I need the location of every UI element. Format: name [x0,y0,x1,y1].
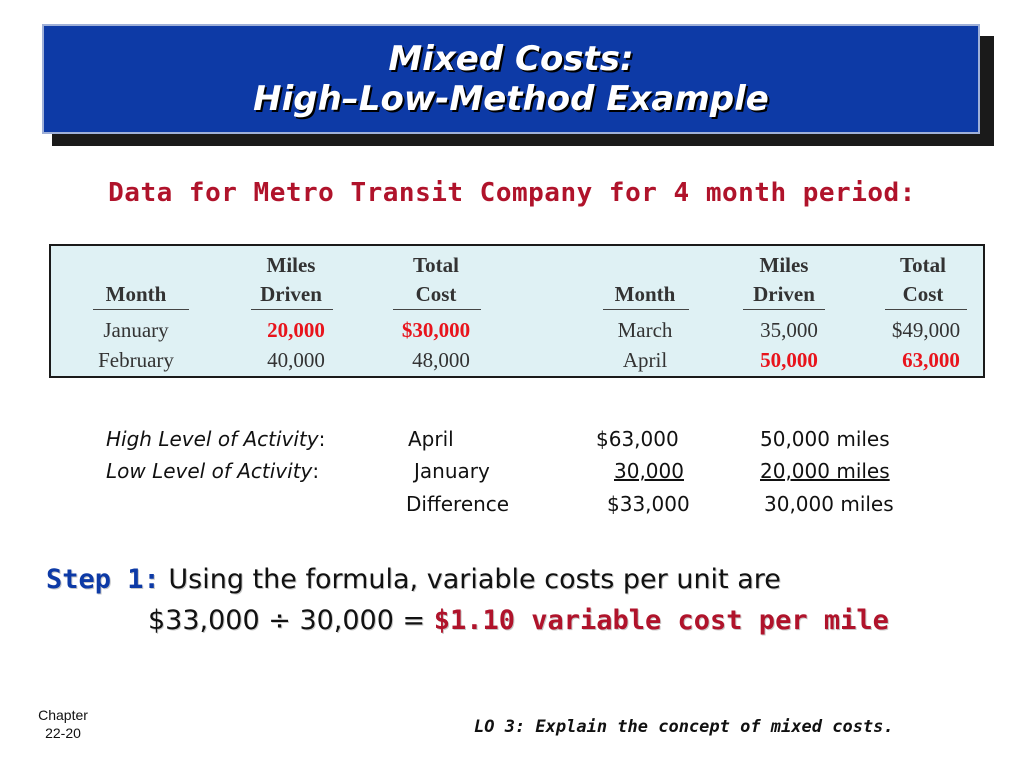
chapter-footer [20,706,106,742]
right-header-month: Month [614,282,676,306]
step-1-line-1 [46,564,781,595]
left-header-cost-top: Total [413,253,459,277]
subtitle: Data for Metro Transit Company for 4 month period: [108,178,916,208]
step-1-label: Step 1: [46,564,160,595]
left-header-cost-bottom: Cost [415,282,457,306]
low-activity-label [106,459,319,483]
difference-cost: $33,000 [607,492,690,516]
left-row-1-cost: $30,000 [401,318,471,342]
left-header-miles-top: Miles [266,253,316,277]
data-table [49,244,985,378]
title-banner [42,24,980,134]
low-activity-label-text: Low Level of Activity [106,459,313,483]
step-1-result: $1.10 variable cost per mile [433,605,889,636]
left-header-rule-miles [251,309,333,310]
difference-miles: 30,000 miles [764,492,894,516]
chapter-label: Chapter [38,707,88,723]
right-row-2-miles: 50,000 [760,348,818,372]
left-row-2-month: February [98,348,174,372]
learning-objective: LO 3: Explain the concept of mixed costs. [474,717,894,737]
right-row-1-month: March [617,318,673,342]
left-row-1-miles: 20,000 [267,318,325,342]
high-activity-label-text: High Level of Activity [106,427,319,451]
title-line-2: High–Low-Method Example [253,79,769,119]
left-header-rule-month [93,309,189,310]
right-header-rule-miles [743,309,825,310]
step-1-line-2 [148,605,889,636]
high-activity-cost: $63,000 [596,427,679,451]
right-header-cost-top: Total [900,253,946,277]
left-header-rule-cost [393,309,481,310]
difference-label: Difference [406,492,510,516]
low-activity-miles: 20,000 miles [760,459,890,483]
left-row-1-month: January [103,318,169,342]
left-header-month: Month [105,282,167,306]
high-activity-month: April [408,427,454,451]
right-header-rule-month [603,309,689,310]
right-header-miles-bottom: Driven [753,282,815,306]
right-header-rule-cost [885,309,967,310]
left-row-2-cost: 48,000 [412,348,470,372]
high-activity-label [106,427,325,451]
low-activity-cost: 30,000 [614,459,684,483]
right-row-2-cost: 63,000 [902,348,960,372]
left-header-miles-bottom: Driven [260,282,322,306]
low-activity-month: January [414,459,490,483]
step-1-text: Using the formula, variable costs per unit are [168,564,781,595]
title-line-1: Mixed Costs: [388,39,634,79]
high-activity-miles: 50,000 miles [760,427,890,451]
chapter-number: 22-20 [45,725,81,741]
right-row-2-month: April [622,348,668,372]
high-activity-colon: : [318,427,326,451]
right-header-miles-top: Miles [759,253,809,277]
right-header-cost-bottom: Cost [902,282,944,306]
right-row-1-miles: 35,000 [760,318,818,342]
low-activity-colon: : [312,459,320,483]
step-1-formula: $33,000 ÷ 30,000 = [148,605,434,636]
right-row-1-cost: $49,000 [891,318,961,342]
left-row-2-miles: 40,000 [267,348,325,372]
